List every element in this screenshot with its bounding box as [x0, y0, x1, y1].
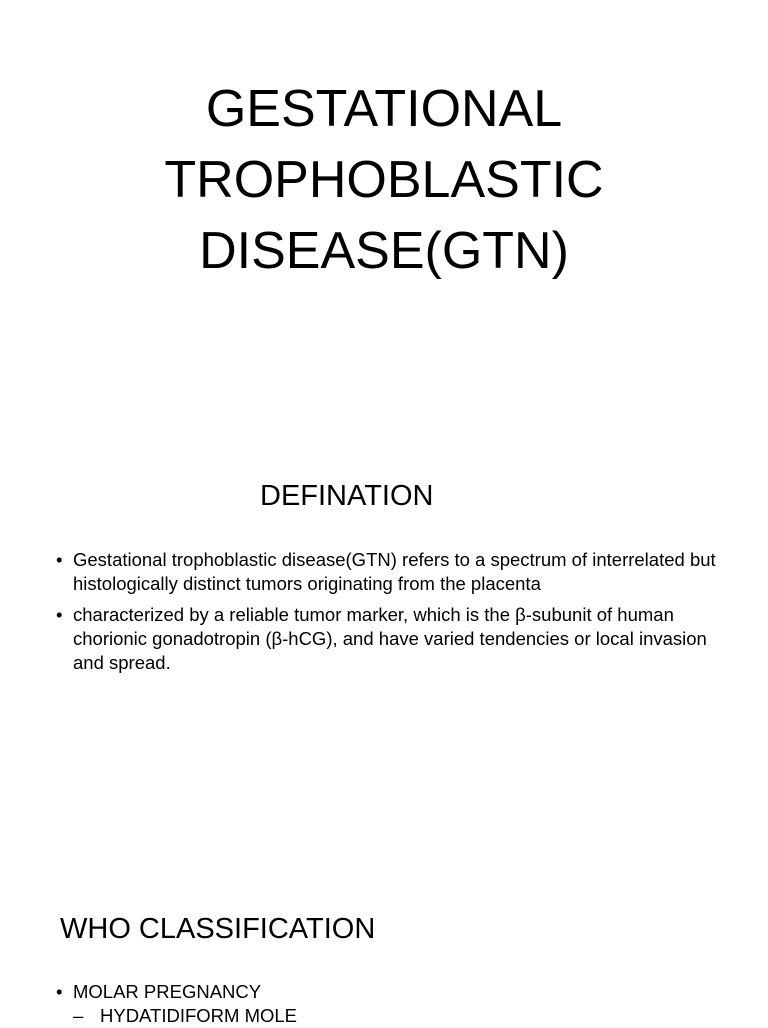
slide-title [0, 74, 768, 287]
bullet-icon: • [56, 549, 63, 570]
classification-sub-item [56, 1004, 297, 1028]
bullet-icon: • [56, 604, 63, 625]
title-line-1: GESTATIONAL [205, 80, 563, 138]
bullet-icon: • [56, 981, 63, 1002]
definition-bullet-list [56, 548, 716, 682]
definition-bullet-item [56, 603, 716, 675]
definition-bullet-text: Gestational trophoblastic disease(GTN) refers to a spectrum of interrelated but histologically distinct tumors originating from the placenta [73, 549, 716, 594]
title-line-3: DISEASE(GTN) [199, 222, 569, 280]
dash-icon: – [73, 1005, 84, 1026]
who-classification-list [56, 980, 297, 1028]
classification-item-text: MOLAR PREGNANCY [73, 981, 262, 1002]
definition-bullet-item [56, 548, 716, 596]
classification-sub-item-text: HYDATIDIFORM MOLE [100, 1005, 297, 1026]
title-line-2: TROPHOBLASTIC [164, 151, 604, 209]
who-classification-heading: WHO CLASSIFICATION [60, 913, 376, 945]
definition-heading: DEFINATION [260, 480, 434, 512]
classification-item [56, 980, 297, 1004]
definition-bullet-text: characterized by a reliable tumor marker, which is the β-subunit of human chorionic gonadotropin (β-hCG), and have varied tendencies or local invasion and spread. [73, 604, 707, 673]
